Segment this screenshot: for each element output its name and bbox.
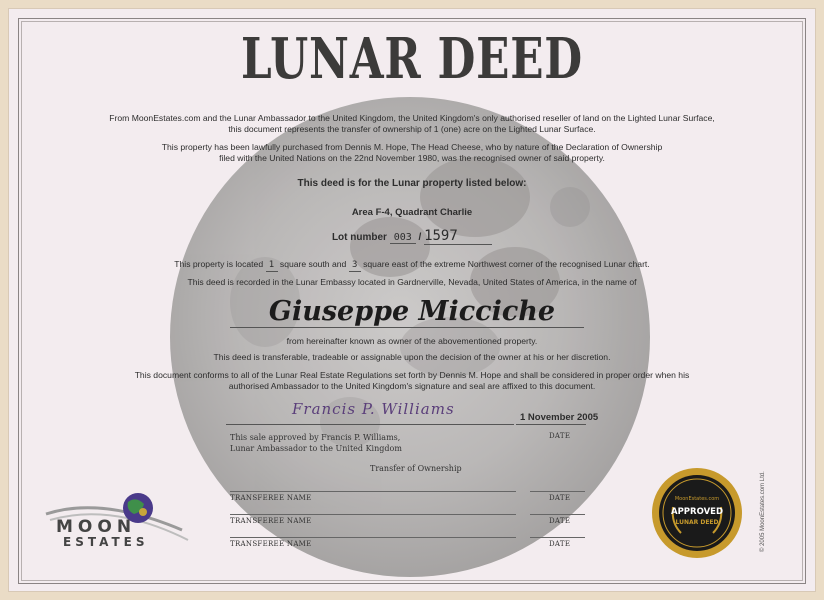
lot-label: Lot number [331,232,387,243]
logo-text-estates: ESTATES [63,535,149,549]
purchase-line-1: This property has been lawfully purchased from Dennis M. Hope, The Head Cheese, who by nature of the Declaration of Ownership [161,142,663,152]
copyright-text: © 2005 MoonEstates.com Ltd. [760,471,766,552]
recorded-line: This deed is recorded in the Lunar Embassy located in Gardnerville, Nevada, United States of America, in the name of [187,277,637,287]
lot-prefix: 003 [390,232,416,244]
signature-line [226,424,514,425]
lot-separator: / [418,232,422,243]
transferee-date-line-1[interactable] [530,491,585,492]
page-title: LUNAR DEED [241,26,583,92]
transferee-label-2: TRANSFEREE NAME [230,517,312,525]
signature-date-line [516,424,586,425]
transferee-date-line-3[interactable] [530,537,585,538]
transferee-label-1: TRANSFEREE NAME [230,494,312,502]
south-value: 1 [266,260,278,272]
transferee-date-line-2[interactable] [530,514,585,515]
conform-line-2: authorised Ambassador to the United Kingdom's signature and seal are affixed to this document. [228,381,596,391]
location-text-b: square south and [279,259,347,269]
owner-name-underline [230,327,584,328]
signature-date: 1 November 2005 [520,412,599,423]
location-text-c: square east of the extreme Northwest corner of the recognised Lunar chart. [363,259,650,269]
logo-text-moon: MOON [56,517,137,537]
owner-name: Giuseppe Micciche [268,296,556,327]
hereinafter-line: from hereinafter known as owner of the abovementioned property. [286,336,538,346]
seal-top-text: MoonEstates.com [674,496,720,502]
intro-line-1: From MoonEstates.com and the Lunar Ambassador to the United Kingdom, the United Kingdom's only authorised reseller of land on the Lighted Lunar Surface, [109,113,715,123]
ambassador-signature: Francis P. Williams [292,400,455,418]
approved-line-2: Lunar Ambassador to the United Kingdom [230,444,402,453]
area-text: Area F-4, Quadrant Charlie [351,207,473,218]
intro-line-2: this document represents the transfer of ownership of 1 (one) acre on the Lighted Lunar Surface. [228,124,596,134]
deed-heading: This deed is for the Lunar property listed below: [297,178,527,189]
purchase-line-2: filed with the United Nations on the 22nd November 1980, was the recognised owner of said property. [219,153,605,163]
signature-date-label: DATE [549,432,571,440]
approved-seal-icon [651,467,743,559]
lot-number: 1597 [424,228,492,245]
approved-line-1: This sale approved by Francis P. Williams, [230,433,401,442]
transferee-line-3[interactable] [230,537,516,538]
conform-line-1: This document conforms to all of the Lunar Real Estate Regulations set forth by Dennis M. Hope and shall be considered in proper order when his [134,370,690,380]
seal-bottom-text: LUNAR DEED [675,519,719,526]
lot-number-row [0,228,824,245]
transferee-date-label-1: DATE [549,494,571,502]
transferee-label-3: TRANSFEREE NAME [230,540,312,548]
east-value: 3 [349,260,361,272]
seal-mid-text: APPROVED [670,507,724,517]
transfer-heading: Transfer of Ownership [370,464,462,473]
transferee-date-label-2: DATE [549,517,571,525]
transferee-line-2[interactable] [230,514,516,515]
transferee-date-label-3: DATE [549,540,571,548]
location-text-a: This property is located [174,259,264,269]
transferee-line-1[interactable] [230,491,516,492]
location-line [0,259,824,272]
transferable-line: This deed is transferable, tradeable or assignable upon the decision of the owner at his or her discretion. [213,352,611,362]
